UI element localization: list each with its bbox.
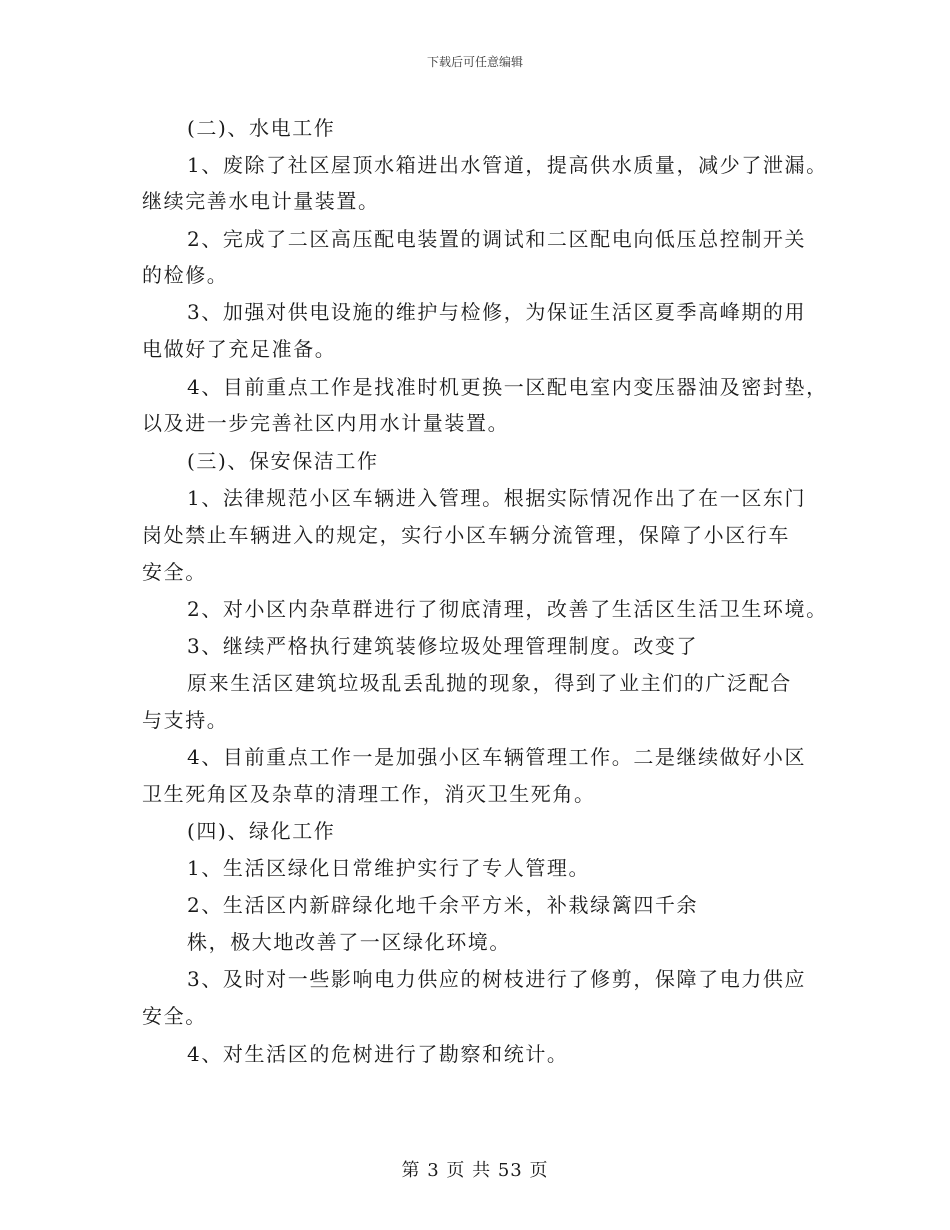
paragraph-line: 以及进一步完善社区内用水计量装置。 [142, 411, 510, 435]
paragraph-line: 安全。 [142, 560, 207, 584]
section-heading-greening: (四)、绿化工作 [187, 819, 336, 843]
paragraph-line: 株，极大地改善了一区绿化环境。 [187, 930, 511, 954]
paragraph-line: 电做好了充足准备。 [142, 337, 337, 361]
paragraph-line: 2、对小区内杂草群进行了彻底清理，改善了生活区生活卫生环境。 [187, 597, 828, 621]
section-heading-water-electric: (二)、水电工作 [187, 116, 336, 140]
paragraph-line: 原来生活区建筑垃圾乱丢乱抛的现象，得到了业主们的广泛配合 [187, 671, 792, 695]
paragraph-line: 岗处禁止车辆进入的规定，实行小区车辆分流管理，保障了小区行车 [142, 523, 790, 547]
page-header: 下载后可任意编辑 [426, 55, 523, 69]
paragraph-line: 与支持。 [142, 708, 229, 732]
paragraph-line: 3、及时对一些影响电力供应的树枝进行了修剪，保障了电力供应 [187, 967, 807, 991]
paragraph-line: 2、完成了二区高压配电装置的调试和二区配电向低压总控制开关 [187, 227, 807, 251]
paragraph-line: 4、对生活区的危树进行了勘察和统计。 [187, 1042, 569, 1066]
page-number: 第 3 页 共 53 页 [401, 1160, 549, 1181]
paragraph-line: 1、生活区绿化日常维护实行了专人管理。 [187, 856, 591, 880]
paragraph-line: 3、继续严格执行建筑装修垃圾处理管理制度。改变了 [187, 634, 699, 658]
paragraph-line: 3、加强对供电设施的维护与检修，为保证生活区夏季高峰期的用 [187, 300, 807, 324]
paragraph-line: 继续完善水电计量装置。 [142, 189, 380, 213]
section-heading-security-cleaning: (三)、保安保洁工作 [187, 449, 379, 473]
paragraph-line: 4、目前重点工作是找准时机更换一区配电室内变压器油及密封垫， [187, 375, 828, 399]
paragraph-line: 1、废除了社区屋顶水箱进出水管道，提高供水质量，减少了泄漏。 [187, 153, 828, 177]
paragraph-line: 卫生死角区及杂草的清理工作，消灭卫生死角。 [142, 782, 596, 806]
paragraph-line: 安全。 [142, 1004, 207, 1028]
paragraph-line: 的检修。 [142, 263, 229, 287]
paragraph-line: 2、生活区内新辟绿化地千余平方米，补栽绿篱四千余 [187, 893, 699, 917]
paragraph-line: 1、法律规范小区车辆进入管理。根据实际情况作出了在一区东门 [187, 486, 807, 510]
paragraph-line: 4、目前重点工作一是加强小区车辆管理工作。二是继续做好小区 [187, 745, 807, 769]
